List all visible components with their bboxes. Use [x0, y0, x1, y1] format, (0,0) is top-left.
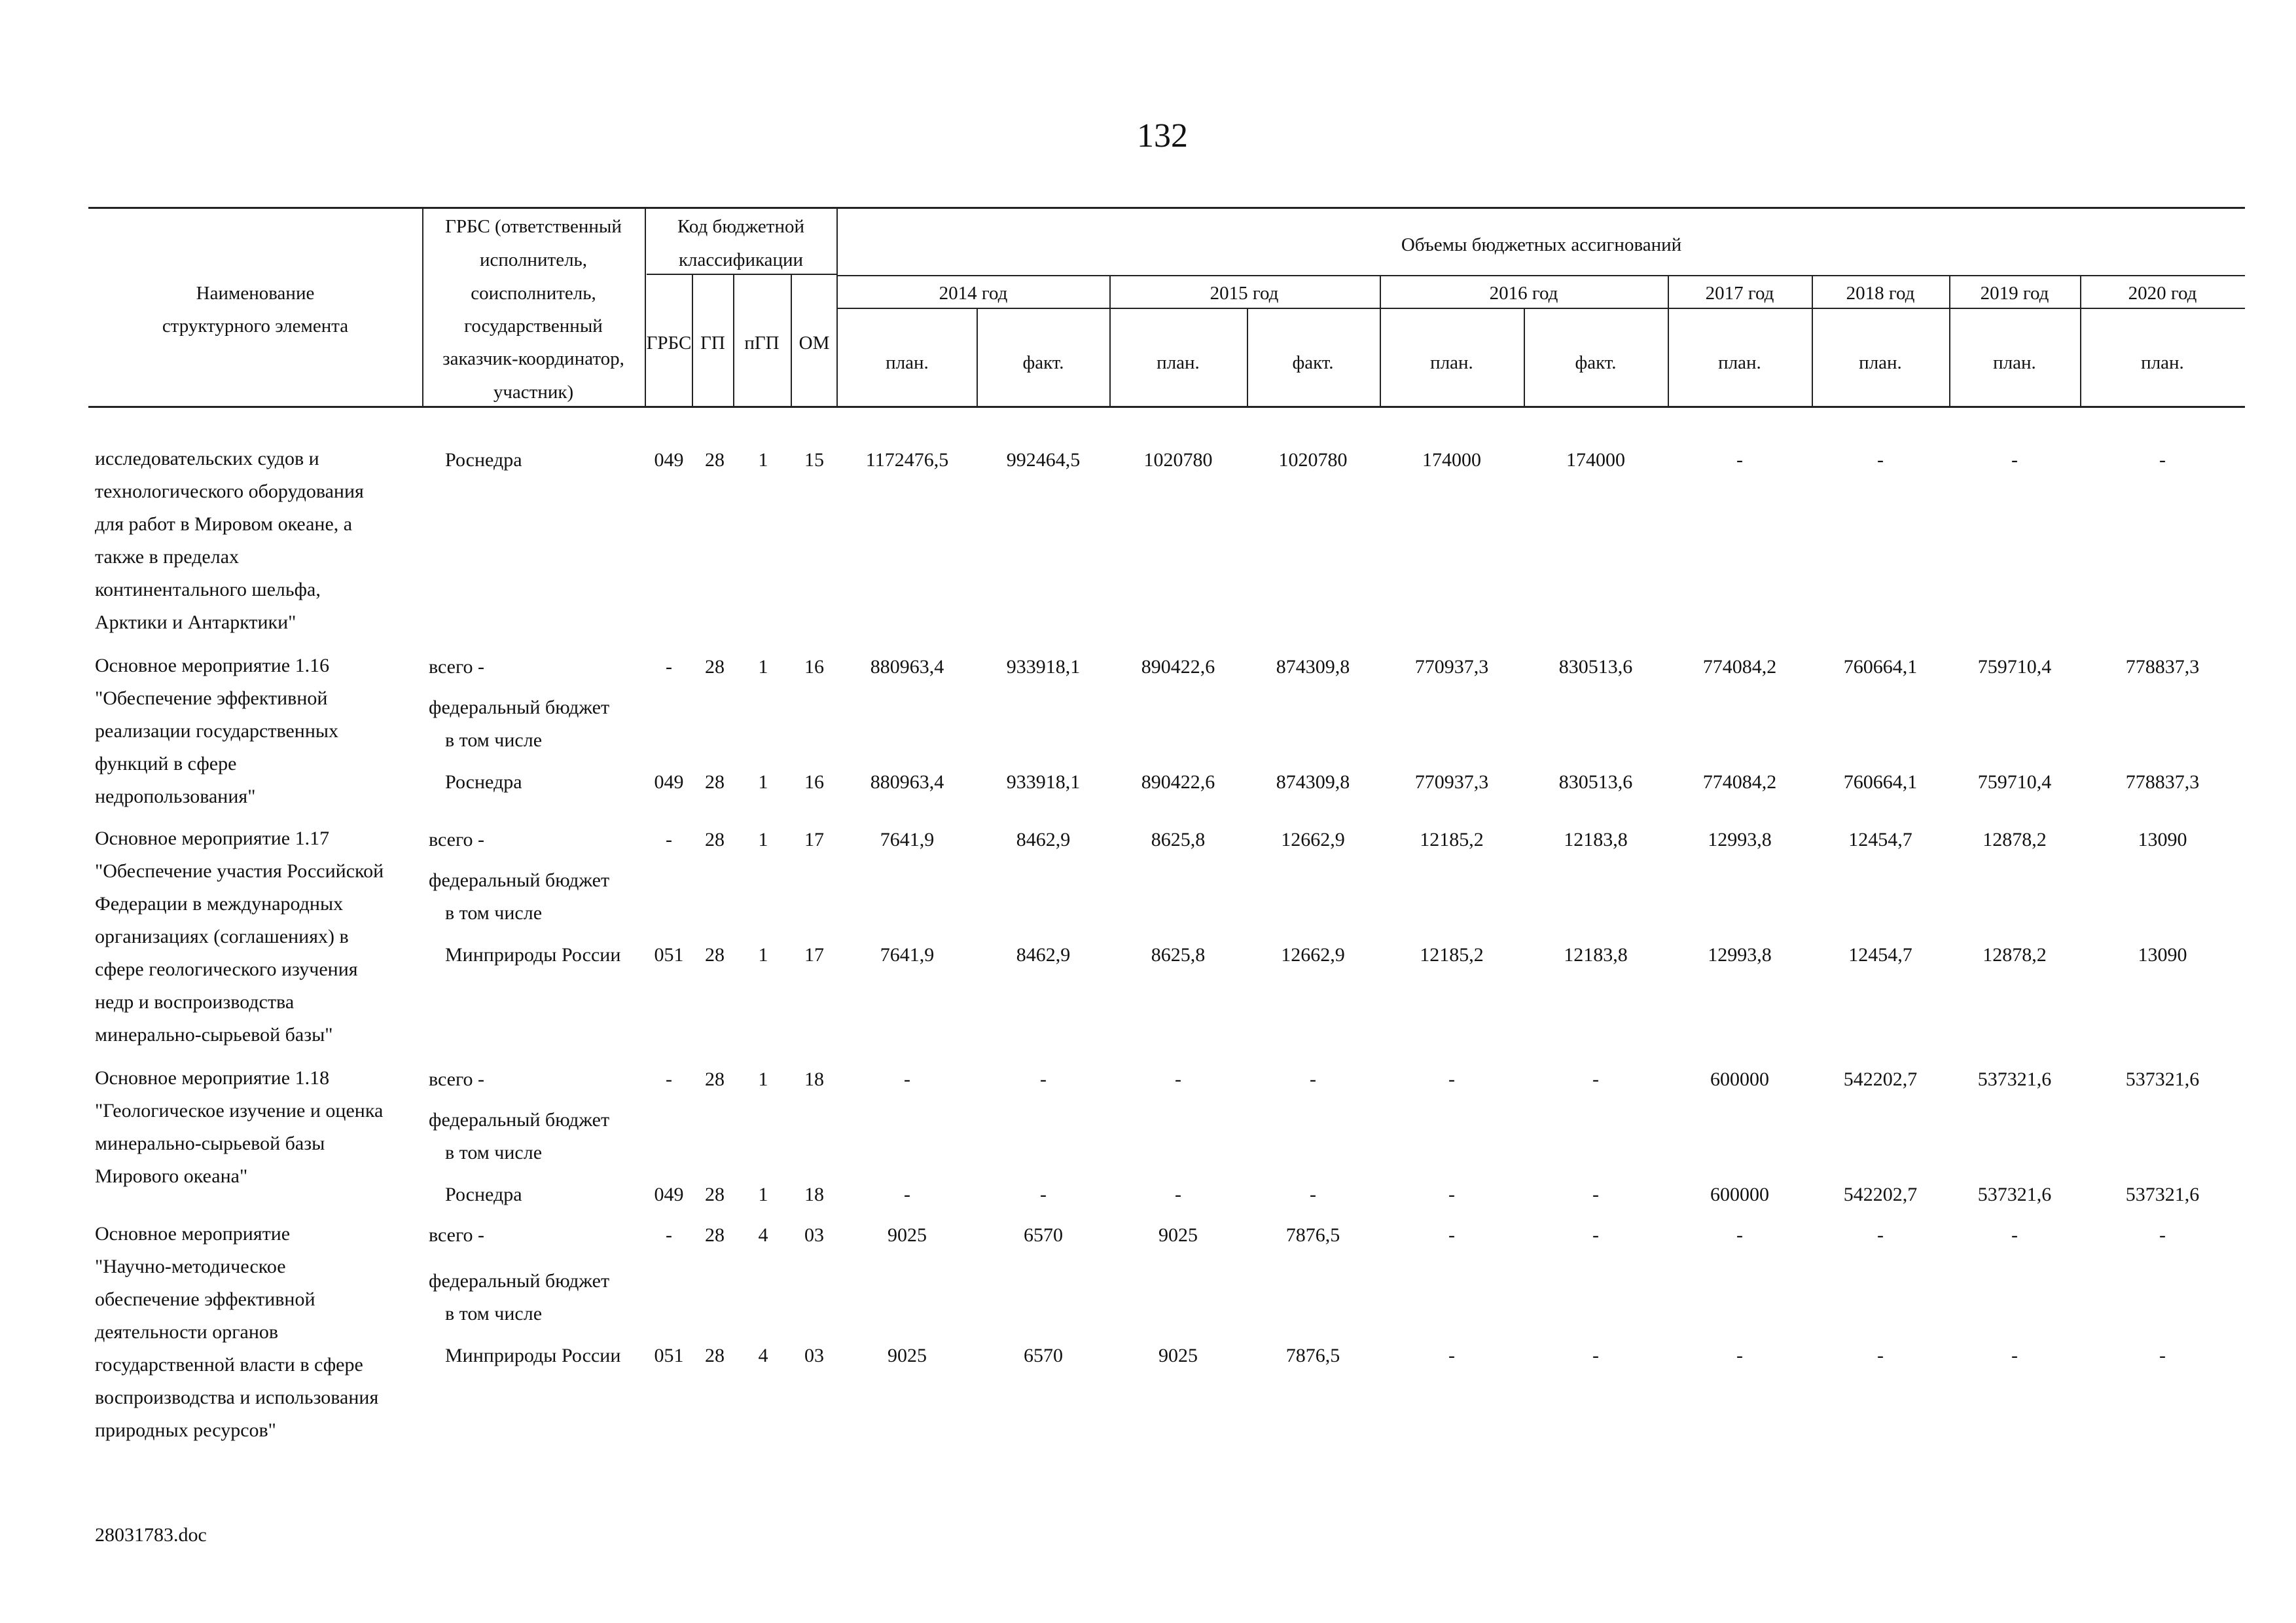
- row-1-line-0-val-7: 760664,1: [1843, 656, 1918, 678]
- row-2-line-0-val-0: 7641,9: [880, 829, 935, 850]
- header-volumes-title: Объемы бюджетных ассигнований: [1401, 234, 1682, 255]
- row-2-line-0-val-2: 8625,8: [1151, 829, 1206, 850]
- code-divider: [647, 274, 838, 275]
- vline-gp: [692, 274, 693, 407]
- row-3-line-1-val-3: -: [1310, 1184, 1316, 1205]
- row-3-line-0-val-5: -: [1592, 1068, 1599, 1090]
- row-2-line-1-val-1: 8462,9: [1016, 944, 1071, 966]
- vline-2016-fact: [1524, 308, 1525, 407]
- row-4-line-0-val-2: 9025: [1158, 1224, 1198, 1246]
- row-1-line-1-label: Роснедра: [445, 771, 522, 793]
- row-0-line-0-val-4: 174000: [1422, 449, 1481, 471]
- row-3-line-1-val-9: 537321,6: [2125, 1184, 2200, 1205]
- row-4-total-label: всего -: [429, 1224, 485, 1246]
- vline-2015: [1109, 275, 1111, 407]
- row-2-line-0-gp: 28: [705, 829, 725, 850]
- header-code-pgp: пГП: [744, 333, 780, 354]
- header-year-2018: 2018 год: [1846, 283, 1915, 304]
- vline-2014-fact: [977, 308, 978, 407]
- row-1-line-0-om: 16: [804, 656, 824, 678]
- row-3-incl-label: в том числе: [445, 1142, 543, 1163]
- row-3-line-1-val-4: -: [1448, 1184, 1455, 1205]
- row-1-line-0-val-9: 778837,3: [2125, 656, 2200, 678]
- row-1-line-0-grbs: -: [666, 656, 672, 678]
- plan-divider: [838, 308, 2245, 309]
- row-3-line-1-om: 18: [804, 1184, 824, 1205]
- row-2-line-1-pgp: 1: [758, 944, 768, 966]
- row-4-name: Основное мероприятие "Научно-методическое обеспечение эффективной деятельности органов государственной власти в сфере воспроизводства и использования природных ресурсов": [95, 1223, 379, 1441]
- row-2-total-label: всего -: [429, 829, 485, 850]
- row-1-line-1-val-1: 933918,1: [1006, 771, 1081, 793]
- row-2-line-0-grbs: -: [666, 829, 672, 850]
- row-0-line-0-pgp: 1: [758, 449, 768, 471]
- row-4-line-0-pgp: 4: [758, 1224, 768, 1246]
- row-1-line-1-val-3: 874309,8: [1276, 771, 1350, 793]
- row-1-line-0-val-5: 830513,6: [1558, 656, 1633, 678]
- row-2-line-1-val-9: 13090: [2138, 944, 2187, 966]
- row-4-line-1-val-0: 9025: [888, 1345, 927, 1366]
- row-4-line-1-label: Минприроды России: [445, 1345, 621, 1366]
- row-2-line-1-val-0: 7641,9: [880, 944, 935, 966]
- row-0-line-0-val-2: 1020780: [1143, 449, 1213, 471]
- row-1-line-1-val-5: 830513,6: [1558, 771, 1633, 793]
- header-name-line2: структурного элемента: [162, 316, 349, 337]
- row-4-line-1-val-3: 7876,5: [1285, 1345, 1340, 1366]
- row-3-name: Основное мероприятие 1.18 "Геологическое изучение и оценка минерально-сырьевой базы Мирового океана": [95, 1067, 384, 1187]
- row-4-line-1-val-9: -: [2159, 1345, 2166, 1366]
- header-name-line1: Наименование: [196, 283, 315, 304]
- header-year-2017: 2017 год: [1705, 283, 1774, 304]
- row-4-line-1-val-4: -: [1448, 1345, 1455, 1366]
- vline-2017: [1668, 275, 1669, 407]
- header-grbs-line1: ГРБС (ответственный: [445, 216, 622, 237]
- row-3-line-0-val-4: -: [1448, 1068, 1455, 1090]
- row-4-line-0-val-7: -: [1877, 1224, 1884, 1246]
- vline-grbs-left: [422, 207, 423, 407]
- row-4-line-0-grbs: -: [666, 1224, 672, 1246]
- row-2-line-1-om: 17: [804, 944, 824, 966]
- row-4-line-1-val-2: 9025: [1158, 1345, 1198, 1366]
- vline-code-left: [645, 207, 646, 407]
- row-2-line-0-val-3: 12662,9: [1281, 829, 1345, 850]
- row-1-line-0-pgp: 1: [758, 656, 768, 678]
- row-2-line-0-om: 17: [804, 829, 824, 850]
- row-0-line-0-val-7: -: [1877, 449, 1884, 471]
- header-year-2016: 2016 год: [1489, 283, 1558, 304]
- row-3-line-0-val-7: 542202,7: [1843, 1068, 1918, 1090]
- row-2-line-0-val-7: 12454,7: [1848, 829, 1912, 850]
- row-2-incl-label: в том числе: [445, 902, 543, 924]
- row-1-line-0-val-0: 880963,4: [870, 656, 944, 678]
- header-2015-fact: факт.: [1292, 352, 1334, 373]
- header-2016-fact: факт.: [1575, 352, 1617, 373]
- row-3-line-1-val-5: -: [1592, 1184, 1599, 1205]
- row-3-line-0-om: 18: [804, 1068, 824, 1090]
- row-4-line-0-val-1: 6570: [1024, 1224, 1063, 1246]
- row-2-line-1-label: Минприроды России: [445, 944, 621, 966]
- vline-pgp: [733, 274, 734, 407]
- row-1-line-1-om: 16: [804, 771, 824, 793]
- row-1-line-1-grbs: 049: [654, 771, 684, 793]
- header-2019-plan: план.: [1993, 352, 2036, 373]
- row-2-line-1-val-6: 12993,8: [1708, 944, 1772, 966]
- vline-2019: [1949, 275, 1950, 407]
- row-1-fed-label: федеральный бюджет: [429, 697, 610, 718]
- row-1-name: Основное мероприятие 1.16 "Обеспечение эффективной реализации государственных функций в сфере недропользования": [95, 655, 339, 807]
- row-3-line-0-val-6: 600000: [1710, 1068, 1769, 1090]
- row-2-line-0-val-5: 12183,8: [1564, 829, 1628, 850]
- footer-filename: 28031783.doc: [95, 1524, 207, 1546]
- row-2-fed-label: федеральный бюджет: [429, 869, 610, 891]
- row-4-line-0-val-4: -: [1448, 1224, 1455, 1246]
- row-3-line-1-val-0: -: [904, 1184, 910, 1205]
- row-1-line-0-val-6: 774084,2: [1702, 656, 1777, 678]
- vline-om: [791, 274, 792, 407]
- header-2014-plan: план.: [886, 352, 929, 373]
- row-0-line-0-val-9: -: [2159, 449, 2166, 471]
- header-top-rule: [88, 207, 2245, 209]
- row-3-line-1-val-7: 542202,7: [1843, 1184, 1918, 1205]
- row-1-line-1-gp: 28: [705, 771, 725, 793]
- row-3-line-1-label: Роснедра: [445, 1184, 522, 1205]
- row-2-line-1-val-8: 12878,2: [1982, 944, 2047, 966]
- row-3-line-0-val-0: -: [904, 1068, 910, 1090]
- row-4-incl-label: в том числе: [445, 1303, 543, 1324]
- row-1-line-1-val-7: 760664,1: [1843, 771, 1918, 793]
- row-4-line-1-val-5: -: [1592, 1345, 1599, 1366]
- row-4-line-0-val-3: 7876,5: [1285, 1224, 1340, 1246]
- row-4-line-0-om: 03: [804, 1224, 824, 1246]
- row-1-line-1-val-6: 774084,2: [1702, 771, 1777, 793]
- header-2014-fact: факт.: [1022, 352, 1064, 373]
- row-3-line-0-val-1: -: [1040, 1068, 1047, 1090]
- row-4-line-0-val-5: -: [1592, 1224, 1599, 1246]
- row-4-line-1-val-8: -: [2011, 1345, 2018, 1366]
- row-3-line-1-val-6: 600000: [1710, 1184, 1769, 1205]
- row-2-line-1-val-4: 12185,2: [1420, 944, 1484, 966]
- header-2017-plan: план.: [1718, 352, 1761, 373]
- row-0-line-0-val-6: -: [1736, 449, 1743, 471]
- row-0-line-0-val-3: 1020780: [1278, 449, 1348, 471]
- row-1-line-1-val-8: 759710,4: [1977, 771, 2052, 793]
- row-1-incl-label: в том числе: [445, 729, 543, 751]
- vline-2015-fact: [1247, 308, 1248, 407]
- row-0-line-0-om: 15: [804, 449, 824, 471]
- row-1-line-1-pgp: 1: [758, 771, 768, 793]
- row-2-line-1-val-7: 12454,7: [1848, 944, 1912, 966]
- row-3-total-label: всего -: [429, 1068, 485, 1090]
- header-grbs-line5: заказчик-координатор,: [442, 348, 624, 369]
- row-0-line-0-val-1: 992464,5: [1006, 449, 1081, 471]
- row-2-line-1-gp: 28: [705, 944, 725, 966]
- header-code-gp: ГП: [700, 333, 725, 354]
- row-4-fed-label: федеральный бюджет: [429, 1270, 610, 1292]
- header-2015-plan: план.: [1157, 352, 1200, 373]
- years-divider: [838, 275, 2245, 276]
- row-0-line-0-val-5: 174000: [1566, 449, 1625, 471]
- row-3-line-0-val-8: 537321,6: [1977, 1068, 2052, 1090]
- header-year-2020: 2020 год: [2128, 283, 2197, 304]
- vline-2020: [2080, 275, 2081, 407]
- row-2-line-0-val-9: 13090: [2138, 829, 2187, 850]
- row-0-line-0-grbs: 049: [654, 449, 684, 471]
- row-4-line-1-val-7: -: [1877, 1345, 1884, 1366]
- row-4-line-1-val-1: 6570: [1024, 1345, 1063, 1366]
- row-2-line-1-val-3: 12662,9: [1281, 944, 1345, 966]
- row-3-line-0-val-3: -: [1310, 1068, 1316, 1090]
- header-grbs-line4: государственный: [464, 316, 603, 337]
- header-year-2015: 2015 год: [1210, 283, 1279, 304]
- vline-2018: [1812, 275, 1813, 407]
- row-3-line-1-grbs: 049: [654, 1184, 684, 1205]
- row-3-line-1-val-1: -: [1040, 1184, 1047, 1205]
- header-code-line2: классификации: [678, 249, 804, 270]
- header-bottom-rule: [88, 406, 2245, 408]
- row-2-line-1-val-2: 8625,8: [1151, 944, 1206, 966]
- row-3-fed-label: федеральный бюджет: [429, 1109, 610, 1131]
- row-3-line-0-val-2: -: [1175, 1068, 1181, 1090]
- header-year-2014: 2014 год: [939, 283, 1008, 304]
- row-2-name: Основное мероприятие 1.17 "Обеспечение участия Российской Федерации в международных организациях (соглашениях) в сфере геологического изучения недр и воспроизводства минерально-сырьевой базы": [95, 828, 384, 1046]
- row-3-line-0-grbs: -: [666, 1068, 672, 1090]
- row-1-line-0-val-8: 759710,4: [1977, 656, 2052, 678]
- row-1-total-label: всего -: [429, 656, 485, 678]
- row-0-name: исследовательских судов и технологического оборудования для работ в Мировом океане, а также в пределах континентального шельфа, Арктики и Антарктики": [95, 448, 364, 633]
- row-1-line-0-val-1: 933918,1: [1006, 656, 1081, 678]
- row-1-line-1-val-9: 778837,3: [2125, 771, 2200, 793]
- row-2-line-0-val-4: 12185,2: [1420, 829, 1484, 850]
- vline-2016: [1380, 275, 1381, 407]
- row-1-line-1-val-0: 880963,4: [870, 771, 944, 793]
- page-number: 132: [1137, 117, 1188, 155]
- row-1-line-0-val-3: 874309,8: [1276, 656, 1350, 678]
- header-2018-plan: план.: [1859, 352, 1902, 373]
- row-0-line-0-label: Роснедра: [445, 449, 522, 471]
- row-4-line-1-val-6: -: [1736, 1345, 1743, 1366]
- header-code-line1: Код бюджетной: [677, 216, 805, 237]
- row-3-line-1-gp: 28: [705, 1184, 725, 1205]
- header-code-grbs: ГРБС: [646, 333, 692, 354]
- row-4-line-0-val-0: 9025: [888, 1224, 927, 1246]
- row-1-line-1-val-4: 770937,3: [1414, 771, 1489, 793]
- header-grbs-line3: соисполнитель,: [471, 283, 596, 304]
- row-1-line-0-val-2: 890422,6: [1141, 656, 1215, 678]
- row-3-line-0-pgp: 1: [758, 1068, 768, 1090]
- header-2020-plan: план.: [2141, 352, 2184, 373]
- row-4-line-0-val-8: -: [2011, 1224, 2018, 1246]
- row-2-line-0-val-6: 12993,8: [1708, 829, 1772, 850]
- header-2016-plan: план.: [1430, 352, 1473, 373]
- row-0-line-0-gp: 28: [705, 449, 725, 471]
- row-2-line-0-val-8: 12878,2: [1982, 829, 2047, 850]
- row-2-line-1-val-5: 12183,8: [1564, 944, 1628, 966]
- header-year-2019: 2019 год: [1980, 283, 2049, 304]
- row-1-line-1-val-2: 890422,6: [1141, 771, 1215, 793]
- row-2-line-1-grbs: 051: [654, 944, 684, 966]
- row-4-line-1-pgp: 4: [758, 1345, 768, 1366]
- row-4-line-0-gp: 28: [705, 1224, 725, 1246]
- row-3-line-1-pgp: 1: [758, 1184, 768, 1205]
- vline-volumes-left: [836, 207, 838, 407]
- row-0-line-0-val-8: -: [2011, 449, 2018, 471]
- row-0-line-0-val-0: 1172476,5: [865, 449, 949, 471]
- row-3-line-1-val-8: 537321,6: [1977, 1184, 2052, 1205]
- row-1-line-0-val-4: 770937,3: [1414, 656, 1489, 678]
- header-grbs-line2: исполнитель,: [479, 249, 588, 270]
- row-3-line-0-gp: 28: [705, 1068, 725, 1090]
- row-2-line-0-pgp: 1: [758, 829, 768, 850]
- row-3-line-0-val-9: 537321,6: [2125, 1068, 2200, 1090]
- row-4-line-1-grbs: 051: [654, 1345, 684, 1366]
- row-1-line-0-gp: 28: [705, 656, 725, 678]
- header-grbs-line6: участник): [493, 382, 574, 403]
- row-4-line-1-gp: 28: [705, 1345, 725, 1366]
- row-4-line-0-val-6: -: [1736, 1224, 1743, 1246]
- row-4-line-1-om: 03: [804, 1345, 824, 1366]
- header-code-om: ОМ: [798, 333, 830, 354]
- row-2-line-0-val-1: 8462,9: [1016, 829, 1071, 850]
- row-4-line-0-val-9: -: [2159, 1224, 2166, 1246]
- row-3-line-1-val-2: -: [1175, 1184, 1181, 1205]
